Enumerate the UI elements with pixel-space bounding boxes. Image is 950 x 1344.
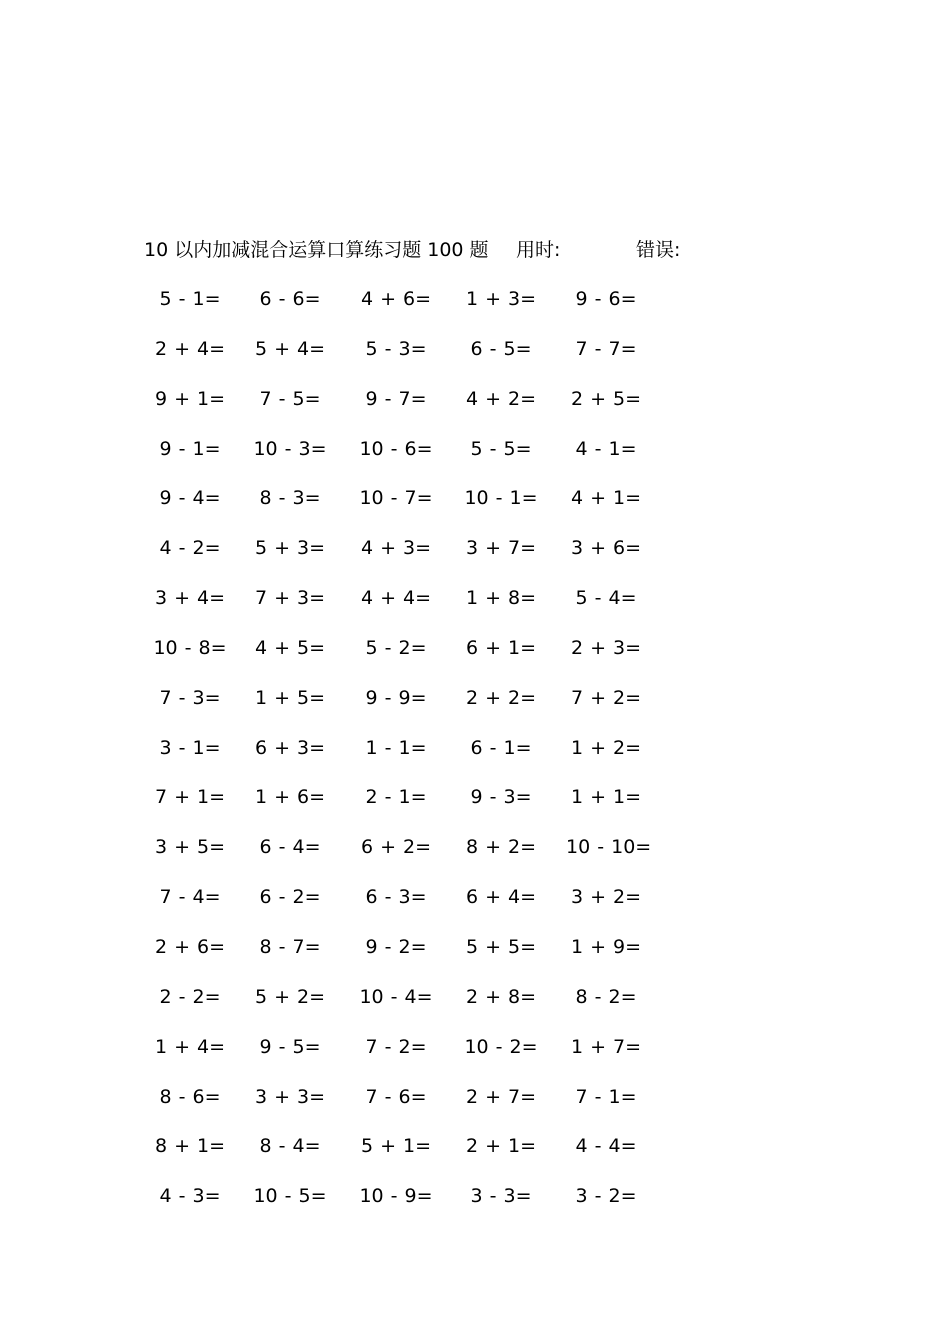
worksheet-header: [144, 236, 764, 264]
problem-row: [0, 932, 950, 982]
arithmetic-problem: 3 + 7=: [465, 537, 537, 560]
arithmetic-problem: 5 - 5=: [470, 437, 532, 460]
problem-row: [0, 1032, 950, 1082]
arithmetic-problem: 10 - 10=: [566, 836, 652, 859]
arithmetic-problem: 3 + 2=: [570, 886, 642, 909]
arithmetic-problem: 4 - 4=: [575, 1135, 637, 1158]
arithmetic-problem: 9 - 9=: [365, 686, 427, 709]
arithmetic-problem: 10 - 4=: [359, 985, 433, 1008]
problem-row: [0, 334, 950, 384]
arithmetic-problem: 6 - 2=: [259, 886, 321, 909]
arithmetic-problem: 10 - 1=: [464, 487, 538, 510]
arithmetic-problem: 8 - 7=: [259, 935, 321, 958]
arithmetic-problem: 7 - 5=: [259, 387, 321, 410]
problem-row: [0, 982, 950, 1032]
arithmetic-problem: 6 - 5=: [470, 337, 532, 360]
arithmetic-problem: 5 + 1=: [360, 1135, 432, 1158]
arithmetic-problem: 9 - 2=: [365, 935, 427, 958]
arithmetic-problem: 10 - 2=: [464, 1035, 538, 1058]
arithmetic-problem: 9 - 5=: [259, 1035, 321, 1058]
arithmetic-problem: 1 - 1=: [365, 736, 427, 759]
arithmetic-problem: 9 - 4=: [159, 487, 221, 510]
problem-row: [0, 284, 950, 334]
arithmetic-problem: 8 - 2=: [575, 985, 637, 1008]
arithmetic-problem: 4 + 6=: [360, 288, 432, 310]
arithmetic-problem: 7 - 2=: [365, 1035, 427, 1058]
problem-row: [0, 483, 950, 533]
arithmetic-problem: 5 + 4=: [254, 337, 326, 360]
arithmetic-problem: 3 + 6=: [570, 537, 642, 560]
arithmetic-problem: 1 + 5=: [254, 686, 326, 709]
arithmetic-problem: 2 + 5=: [570, 387, 642, 410]
time-used-label: 用时:: [516, 239, 561, 261]
arithmetic-problem: 9 - 6=: [575, 288, 637, 310]
arithmetic-problem: 2 - 2=: [159, 985, 221, 1008]
arithmetic-problem: 3 + 3=: [254, 1085, 326, 1108]
problem-row: [0, 1131, 950, 1181]
arithmetic-problem: 3 - 1=: [159, 736, 221, 759]
arithmetic-problem: 3 - 3=: [470, 1185, 532, 1208]
worksheet-title: 10 以内加减混合运算口算练习题 100 题: [144, 239, 489, 261]
arithmetic-problem: 10 - 5=: [253, 1185, 327, 1208]
arithmetic-problem: 8 - 3=: [259, 487, 321, 510]
arithmetic-problem: 7 + 2=: [570, 686, 642, 709]
arithmetic-problem: 2 + 2=: [465, 686, 537, 709]
arithmetic-problem: 1 + 1=: [570, 786, 642, 809]
arithmetic-problem: 9 - 3=: [470, 786, 532, 809]
errors-label: 错误:: [636, 239, 681, 261]
arithmetic-problem: 1 + 3=: [465, 288, 537, 310]
arithmetic-problem: 4 + 3=: [360, 537, 432, 560]
arithmetic-problem: 3 + 5=: [154, 836, 226, 859]
arithmetic-problem: 8 + 2=: [465, 836, 537, 859]
arithmetic-problem: 7 + 3=: [254, 587, 326, 610]
arithmetic-problem: 4 + 4=: [360, 587, 432, 610]
arithmetic-problem: 8 - 4=: [259, 1135, 321, 1158]
problem-row: [0, 633, 950, 683]
problem-row: [0, 882, 950, 932]
arithmetic-problem: 4 + 5=: [254, 636, 326, 659]
arithmetic-problem: 4 - 3=: [159, 1185, 221, 1208]
problem-row: [0, 782, 950, 832]
arithmetic-problem: 8 - 6=: [159, 1085, 221, 1108]
arithmetic-problem: 6 - 4=: [259, 836, 321, 859]
arithmetic-problem: 2 + 1=: [465, 1135, 537, 1158]
arithmetic-problem: 9 - 7=: [365, 387, 427, 410]
arithmetic-problem: 10 - 6=: [359, 437, 433, 460]
arithmetic-problem: 8 + 1=: [154, 1135, 226, 1158]
arithmetic-problem: 3 + 4=: [154, 587, 226, 610]
arithmetic-problem: 5 + 2=: [254, 985, 326, 1008]
arithmetic-problem: 5 + 3=: [254, 537, 326, 560]
arithmetic-problem: 6 + 3=: [254, 736, 326, 759]
arithmetic-problem: 6 - 3=: [365, 886, 427, 909]
arithmetic-problem: 7 - 3=: [159, 686, 221, 709]
arithmetic-problem: 7 - 1=: [575, 1085, 637, 1108]
arithmetic-problem: 2 + 3=: [570, 636, 642, 659]
arithmetic-problem: 2 + 7=: [465, 1085, 537, 1108]
arithmetic-problem: 2 + 6=: [154, 935, 226, 958]
arithmetic-problem: 2 + 8=: [465, 985, 537, 1008]
arithmetic-problem: 5 - 3=: [365, 337, 427, 360]
arithmetic-problem: 10 - 9=: [359, 1185, 433, 1208]
arithmetic-problem: 4 + 2=: [465, 387, 537, 410]
arithmetic-problem: 6 + 2=: [360, 836, 432, 859]
arithmetic-problem: 1 + 8=: [465, 587, 537, 610]
arithmetic-problem: 7 - 7=: [575, 337, 637, 360]
arithmetic-problem: 6 - 6=: [259, 288, 321, 310]
problem-row: [0, 583, 950, 633]
arithmetic-problem: 2 - 1=: [365, 786, 427, 809]
problem-row: [0, 733, 950, 783]
arithmetic-problem: 10 - 8=: [153, 636, 227, 659]
arithmetic-problem: 6 + 1=: [465, 636, 537, 659]
problem-row: [0, 683, 950, 733]
arithmetic-problem: 5 - 1=: [159, 288, 221, 310]
arithmetic-problem: 1 + 6=: [254, 786, 326, 809]
problem-row: [0, 832, 950, 882]
arithmetic-problem: 9 - 1=: [159, 437, 221, 460]
problem-grid: [0, 284, 950, 1231]
arithmetic-problem: 10 - 3=: [253, 437, 327, 460]
arithmetic-problem: 5 - 4=: [575, 587, 637, 610]
arithmetic-problem: 2 + 4=: [154, 337, 226, 360]
arithmetic-problem: 4 - 1=: [575, 437, 637, 460]
arithmetic-problem: 1 + 4=: [154, 1035, 226, 1058]
arithmetic-problem: 3 - 2=: [575, 1185, 637, 1208]
arithmetic-problem: 5 - 2=: [365, 636, 427, 659]
problem-row: [0, 533, 950, 583]
problem-row: [0, 434, 950, 484]
arithmetic-problem: 9 + 1=: [154, 387, 226, 410]
arithmetic-problem: 1 + 9=: [570, 935, 642, 958]
arithmetic-problem: 10 - 7=: [359, 487, 433, 510]
arithmetic-problem: 7 - 6=: [365, 1085, 427, 1108]
arithmetic-problem: 7 - 4=: [159, 886, 221, 909]
arithmetic-problem: 5 + 5=: [465, 935, 537, 958]
problem-row: [0, 1181, 950, 1231]
arithmetic-problem: 7 + 1=: [154, 786, 226, 809]
arithmetic-problem: 4 - 2=: [159, 537, 221, 560]
problem-row: [0, 384, 950, 434]
arithmetic-problem: 4 + 1=: [570, 487, 642, 510]
arithmetic-problem: 6 - 1=: [470, 736, 532, 759]
arithmetic-problem: 1 + 2=: [570, 736, 642, 759]
arithmetic-problem: 1 + 7=: [570, 1035, 642, 1058]
problem-row: [0, 1082, 950, 1132]
arithmetic-problem: 6 + 4=: [465, 886, 537, 909]
